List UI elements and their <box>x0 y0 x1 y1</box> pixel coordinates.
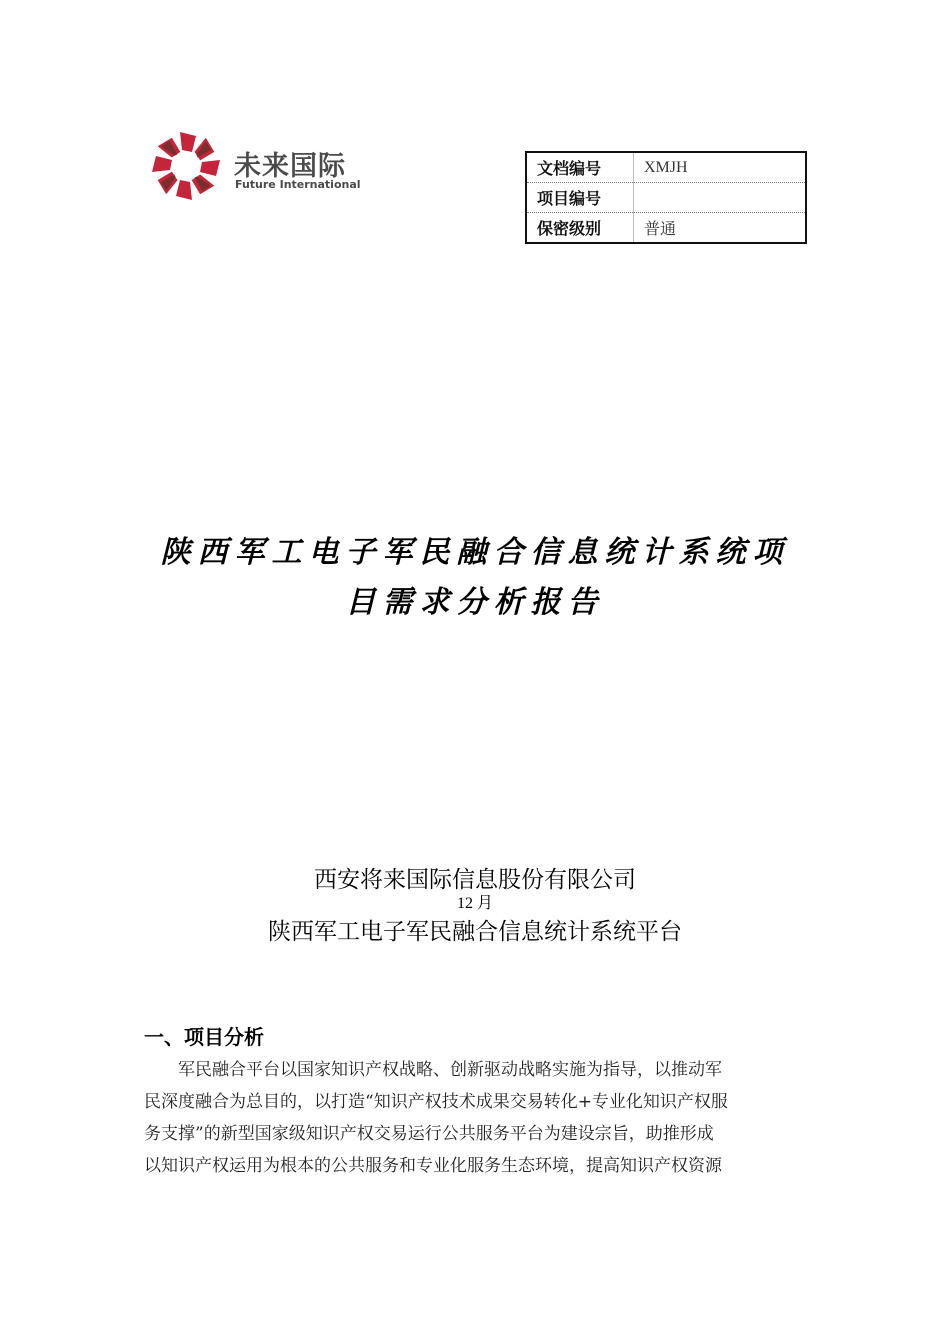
company-logo <box>148 128 378 214</box>
body-line: 军民融合平台以国家知识产权战略、创新驱动战略实施为指导，以推动军 <box>178 1060 722 1080</box>
table-row <box>526 213 806 244</box>
document-info-table <box>525 151 807 244</box>
project-number-value <box>634 183 807 213</box>
title-line-2: 目需求分析报告 <box>345 585 605 620</box>
logo-english-name: Future International <box>235 178 361 191</box>
body-line: 民深度融合为总目的，以打造“知识产权技术成果交易转化+专业化知识产权服 <box>144 1092 728 1112</box>
security-level-label: 保密级别 <box>526 213 634 244</box>
company-name: 西安将来国际信息股份有限公司 <box>314 867 636 893</box>
doc-number-value: XMJH <box>634 152 807 183</box>
pinwheel-logo-icon <box>148 128 224 204</box>
table-row <box>526 152 806 183</box>
section-heading: 一、项目分析 <box>144 1025 264 1049</box>
platform-name: 陕西军工电子军民融合信息统计系统平台 <box>268 919 682 945</box>
project-number-label: 项目编号 <box>526 183 634 213</box>
body-line: 以知识产权运用为根本的公共服务和专业化服务生态环境，提高知识产权资源 <box>144 1156 722 1176</box>
document-date: 12 月 <box>456 895 493 912</box>
section-body <box>144 1054 802 1182</box>
body-line: 务支撑”的新型国家级知识产权交易运行公共服务平台为建设宗旨，助推形成 <box>144 1124 714 1144</box>
doc-number-label: 文档编号 <box>526 152 634 183</box>
table-row <box>526 183 806 213</box>
document-title <box>140 528 810 628</box>
security-level-value: 普通 <box>644 221 677 238</box>
logo-chinese-name: 未来国际 <box>234 151 346 182</box>
title-line-1: 陕西军工电子军民融合信息统计系统项 <box>160 535 790 570</box>
